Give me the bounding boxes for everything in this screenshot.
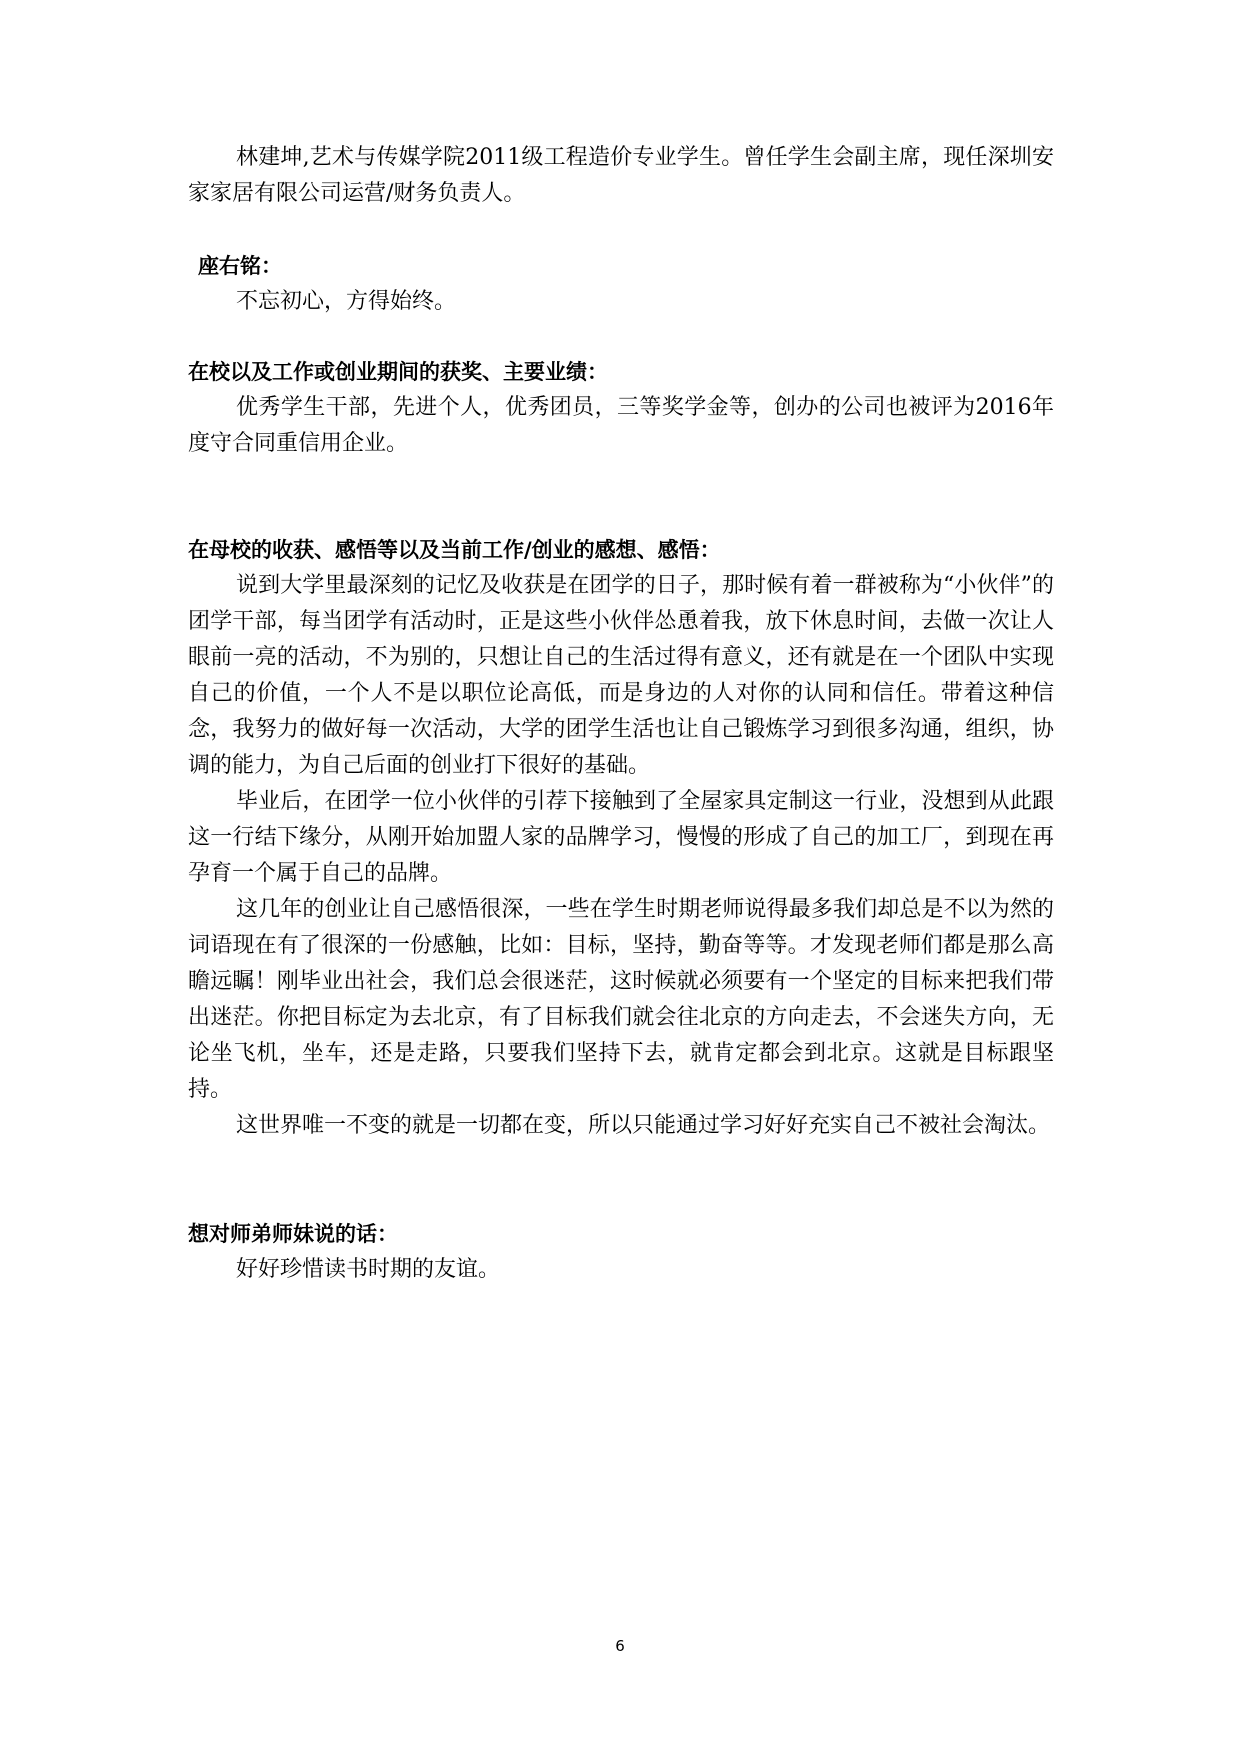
reflection-paragraph: 这几年的创业让自己感悟很深，一些在学生时期老师说得最多我们却总是不以为然的词语现在有了很深的一份感触，比如：目标，坚持，勤奋等等。才发现老师们都是那么高瞻远瞩！刚毕业出社会，我们总会很迷茫，这时候就必须要有一个坚定的目标来把我们带出迷茫。你把目标定为去北京，有了目标我们就会往北京的方向走去，不会迷失方向，无论坐飞机，坐车，还是走路，只要我们坚持下去，就肯定都会到北京。这就是目标跟坚持。 [188, 897, 1054, 1102]
message-heading: 想对师弟师妹说的话： [188, 1222, 398, 1246]
intro-paragraph: 林建坤,艺术与传媒学院2011级工程造价专业学生。曾任学生会副主席，现任深圳安家家居有限公司运营/财务负责人。 [188, 145, 1054, 206]
spacer [188, 1144, 1054, 1216]
message-text: 好好珍惜读书时期的友谊。 [236, 1257, 501, 1282]
spacer [188, 462, 1054, 532]
awards-heading: 在校以及工作或创业期间的获奖、主要业绩： [188, 360, 608, 384]
page-content [188, 140, 1054, 1288]
spacer [188, 212, 1054, 248]
spacer [188, 320, 1054, 354]
reflection-paragraph: 毕业后，在团学一位小伙伴的引荐下接触到了全屋家具定制这一行业，没想到从此跟这一行结下缘分，从刚开始加盟人家的品牌学习，慢慢的形成了自己的加工厂，到现在再孕育一个属于自己的品牌。 [188, 789, 1054, 886]
reflections-heading: 在母校的收获、感悟等以及当前工作/创业的感想、感悟： [188, 538, 721, 562]
motto-heading: 座右铭： [198, 254, 282, 278]
page-number: 6 [615, 1637, 625, 1655]
motto-text: 不忘初心，方得始终。 [236, 289, 457, 314]
reflection-paragraph: 说到大学里最深刻的记忆及收获是在团学的日子，那时候有着一群被称为“小伙伴”的团学干部，每当团学有活动时，正是这些小伙伴怂恿着我，放下休息时间，去做一次让人眼前一亮的活动，不为别的，只想让自己的生活过得有意义，还有就是在一个团队中实现自己的价值，一个人不是以职位论高低，而是身边的人对你的认同和信任。带着这种信念，我努力的做好每一次活动，大学的团学生活也让自己锻炼学习到很多沟通，组织，协调的能力，为自己后面的创业打下很好的基础。 [188, 573, 1054, 778]
reflection-paragraph: 这世界唯一不变的就是一切都在变，所以只能通过学习好好充实自己不被社会淘汰。 [236, 1113, 1051, 1138]
awards-text: 优秀学生干部，先进个人，优秀团员，三等奖学金等，创办的公司也被评为2016年度守合同重信用企业。 [188, 395, 1054, 456]
